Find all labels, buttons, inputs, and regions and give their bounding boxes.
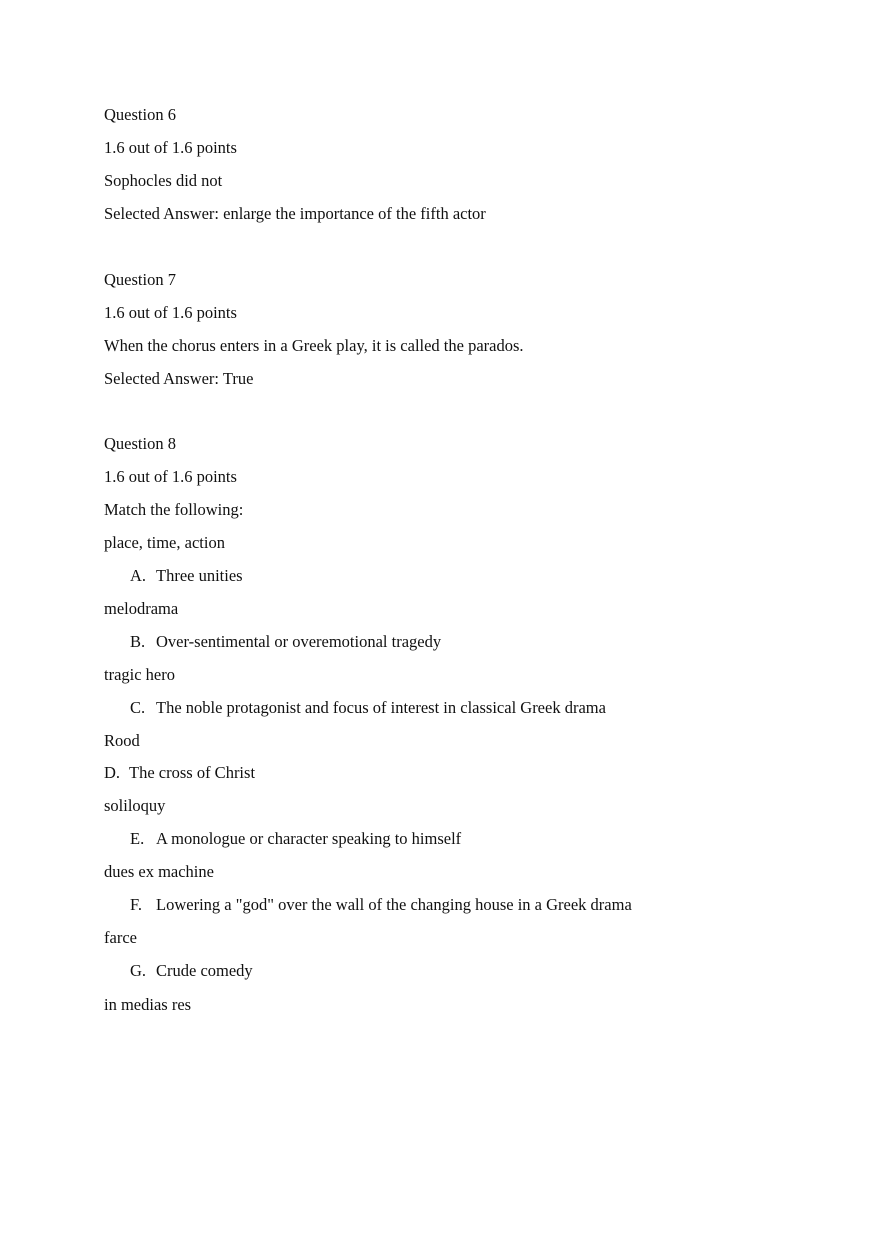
match-letter: E. [130,829,145,848]
match-letter: C. [130,698,146,717]
match-term: farce [104,928,137,947]
match-definition [130,698,606,718]
question-8-title: Question 8 [104,434,176,453]
match-definition-text: Lowering a "god" over the wall of the changing house in a Greek drama [156,895,632,914]
match-definition [130,961,253,981]
question-6-selected-answer: Selected Answer: enlarge the importance of the fifth actor [104,204,486,223]
match-letter: D. [104,763,121,782]
match-definition [130,829,461,849]
match-term: tragic hero [104,665,176,684]
question-8-prompt: Match the following: [104,500,244,519]
match-definition-text: Crude comedy [156,961,253,980]
question-6-points: 1.6 out of 1.6 points [104,138,237,157]
question-7-points: 1.6 out of 1.6 points [104,303,237,322]
match-letter: B. [130,632,146,651]
match-term: Rood [104,731,140,750]
question-7-title: Question 7 [104,270,176,289]
question-6-title: Question 6 [104,105,176,124]
question-7-prompt: When the chorus enters in a Greek play, it is called the parados. [104,336,524,355]
match-letter: A. [130,566,147,585]
match-definition [130,895,632,915]
question-6-prompt: Sophocles did not [104,171,223,190]
match-definition-text: The cross of Christ [129,763,256,782]
question-7-selected-answer: Selected Answer: True [104,369,254,388]
match-definition [130,566,243,586]
match-definition-text: Three unities [156,566,243,585]
match-term: dues ex machine [104,862,214,881]
match-definition [104,763,255,783]
match-term: place, time, action [104,533,225,552]
match-term: in medias res [104,995,192,1014]
match-letter: F. [130,895,142,914]
question-8-points: 1.6 out of 1.6 points [104,467,237,486]
match-term: melodrama [104,599,179,618]
match-definition [130,632,441,652]
match-definition-text: Over-sentimental or overemotional tragedy [156,632,442,651]
match-definition-text: The noble protagonist and focus of interest in classical Greek drama [156,698,606,717]
match-term: soliloquy [104,796,166,815]
match-definition-text: A monologue or character speaking to himself [156,829,462,848]
match-letter: G. [130,961,147,980]
